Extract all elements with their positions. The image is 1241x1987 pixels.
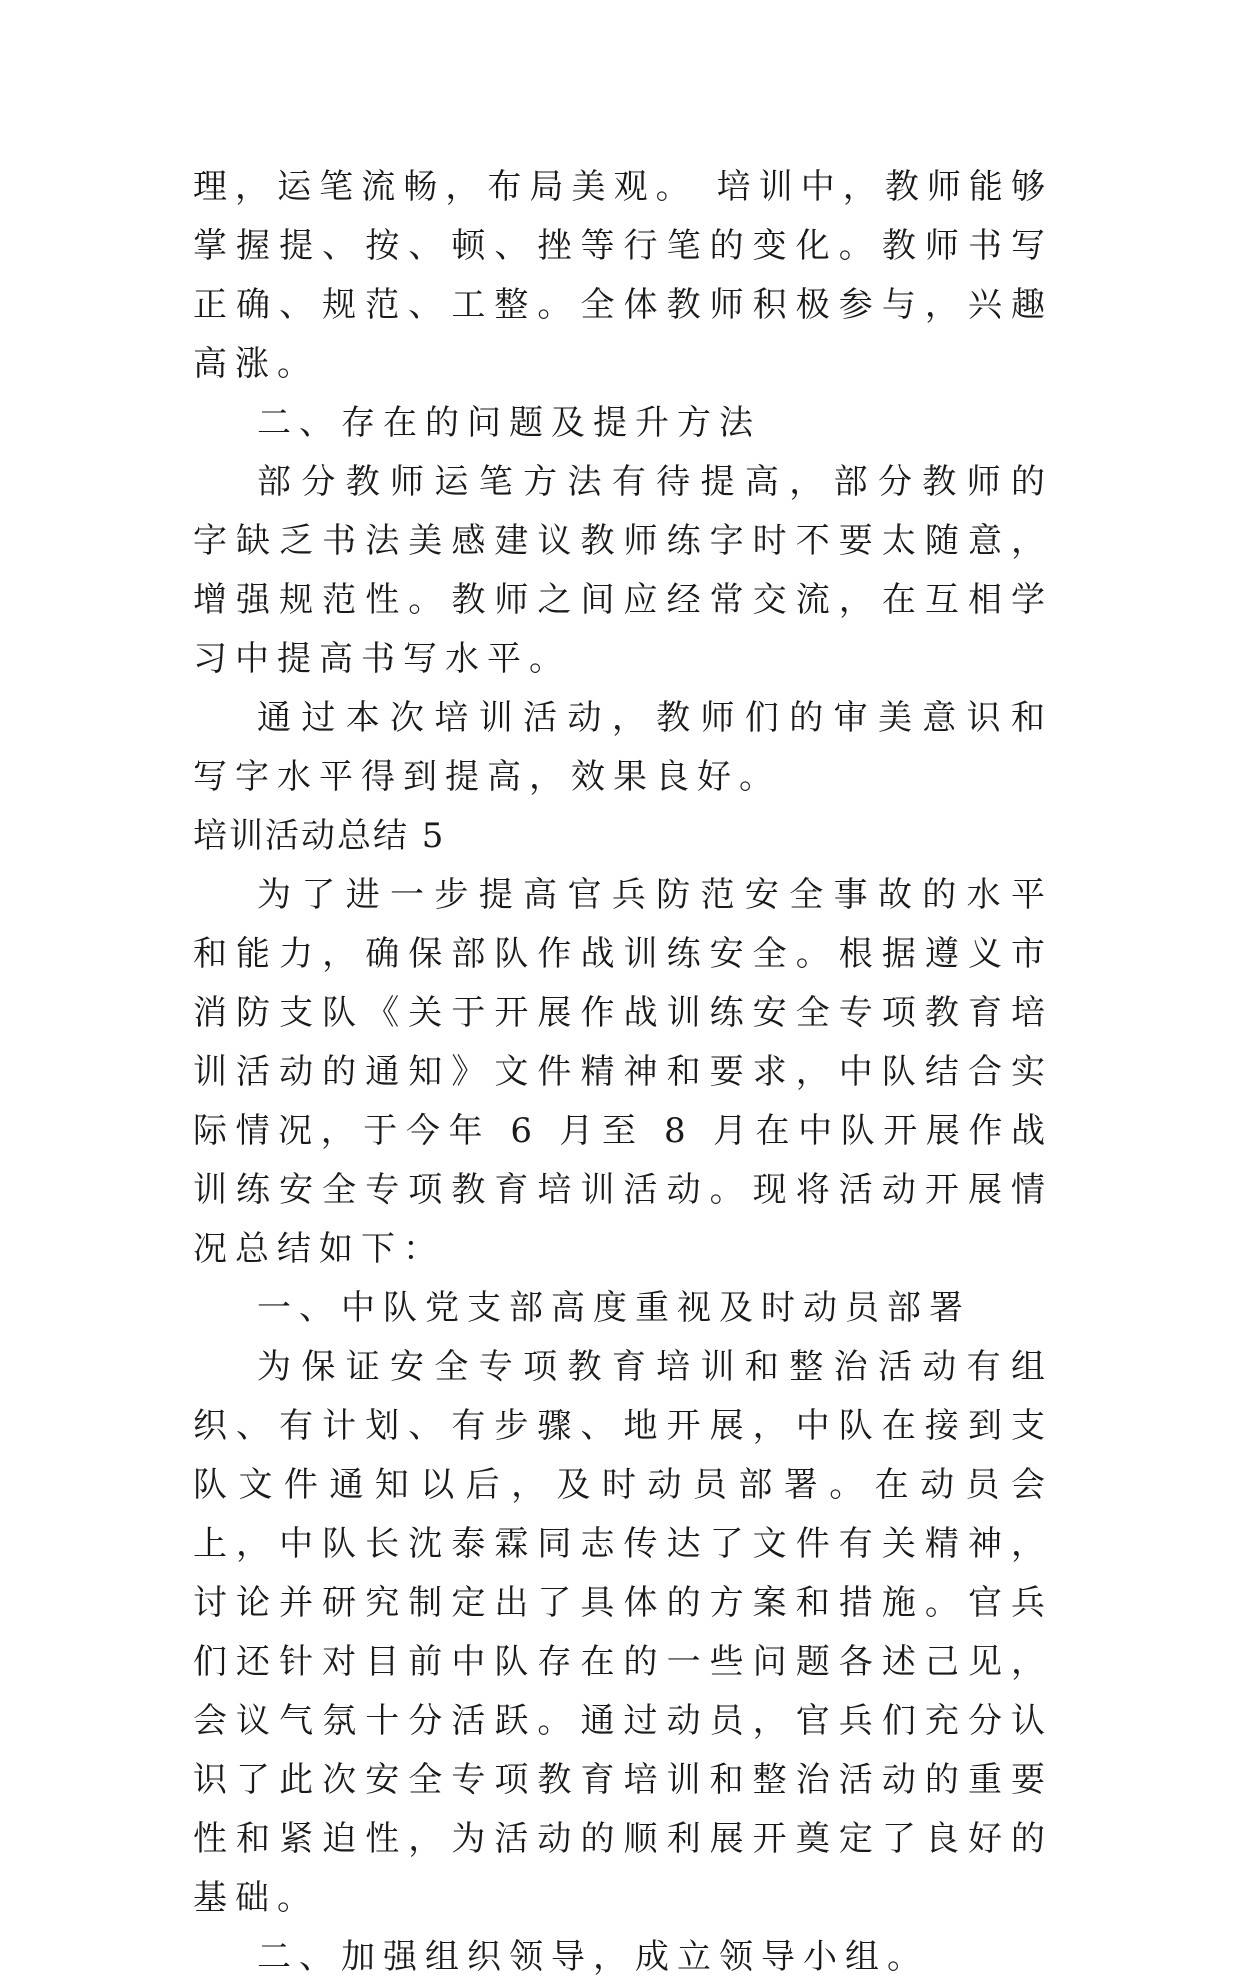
paragraph-problems: 部分教师运笔方法有待提高，部分教师的字缺乏书法美感建议教师练字时不要太随意，增强规范性。教师之间应经常交流，在互相学习中提高书写水平。 <box>193 462 1053 679</box>
paragraph-conclusion: 通过本次培训活动，教师们的审美意识和写字水平得到提高，效果良好。 <box>193 698 1053 797</box>
section-heading-problems: 二、存在的问题及提升方法 <box>257 403 761 443</box>
paragraph-intro: 为了进一步提高官兵防范安全事故的水平和能力，确保部队作战训练安全。根据遵义市消防支队《关于开展作战训练安全专项教育培训活动的通知》文件精神和要求，中队结合实际情况，于今年 6 月至 8 月在中队开展作战训练安全专项教育培训活动。现将活动开展情况总结如下： <box>193 875 1053 1269</box>
document-body <box>193 158 1053 1987</box>
section-heading-mobilization: 一、中队党支部高度重视及时动员部署 <box>257 1288 971 1328</box>
paragraph-continuation: 理，运笔流畅，布局美观。 培训中，教师能够掌握提、按、顿、挫等行笔的变化。教师书写正确、规范、工整。全体教师积极参与，兴趣高涨。 <box>193 167 1053 384</box>
document-title: 培训活动总结 5 <box>193 816 446 856</box>
paragraph-mobilization: 为保证安全专项教育培训和整治活动有组织、有计划、有步骤、地开展，中队在接到支队文件通知以后，及时动员部署。在动员会上，中队长沈泰霖同志传达了文件有关精神，讨论并研究制定出了具体的方案和措施。官兵们还针对目前中队存在的一些问题各述己见，会议气氛十分活跃。通过动员，官兵们充分认识了此次安全专项教育培训和整治活动的重要性和紧迫性，为活动的顺利展开奠定了良好的基础。 <box>193 1347 1053 1918</box>
section-heading-leadership: 二、加强组织领导，成立领导小组。 <box>257 1937 929 1977</box>
